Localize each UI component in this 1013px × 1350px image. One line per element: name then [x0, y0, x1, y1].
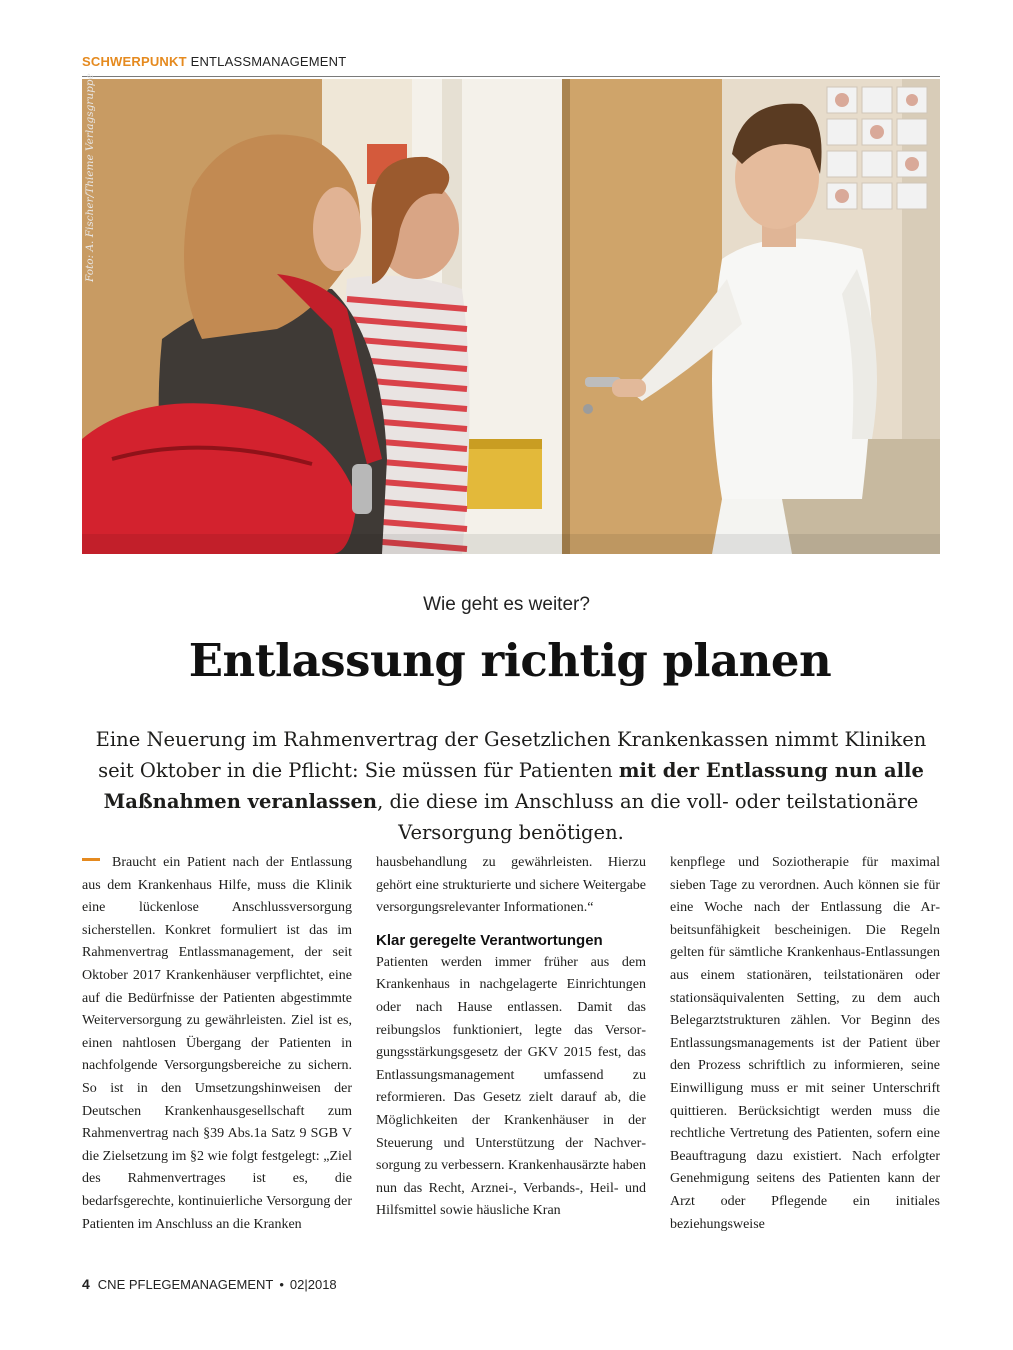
lead-text-end: , die diese im Anschluss an die voll- oder teilstationäre Versorgung benötigen. — [377, 790, 919, 844]
lead-emphasis: mit der Entlassung nun alle Maßnahmen veranlassen — [103, 759, 924, 813]
publication-name: CNE PFLEGEMANAGEMENT — [97, 1277, 274, 1292]
body-text: hausbehandlung zu gewährleisten. Hierzu gehört eine strukturierte und sichere Weitergabe versorgungsrelevanter Informationen.“ — [376, 855, 646, 916]
article-photo — [82, 79, 940, 554]
article-title: Entlassung richtig planen — [188, 634, 832, 687]
body-column-2 — [376, 852, 646, 1223]
issue-number: 02|2018 — [289, 1277, 337, 1292]
page-footer — [82, 1276, 337, 1292]
section-topic: ENTLASSMANAGEMENT — [190, 54, 347, 69]
photo-credit: Foto: A. Fischer/Thieme Verlagsgruppe — [84, 73, 96, 282]
body-column-1 — [82, 852, 352, 1236]
header-divider — [82, 76, 940, 77]
body-text: Patienten werden immer früher aus dem Krankenhaus in nachgelagerte Einrichtungen oder nach Hause entlassen. Damit das reibungslos funktioniert, legte das Versorgungsstärkungsgesetz der GKV 2015 fest, das Entlassungsmanagement umfassend zu reformieren. Das Gesetz zielt darauf ab, die Möglichkeiten der Krankenhäuser in der Steuerung und Unterstützung der Nachversorgung zu verbessern. Krankenhausärzte haben nun das Recht, Arznei-, Verbands-, Heil- und Hilfsmittel sowie häusliche Kran — [376, 954, 646, 1219]
body-column-3 — [670, 852, 940, 1236]
body-text: kenpflege und Soziotherapie für maximal sieben Tage zu verordnen. Auch können sie für eine Woche nach der Entlassung die Arbeitsunfähigkeit bescheinigen. Die Regeln gelten für sämtliche Krankenhaus-Entlassungen aus einem stationären, teilstationären oder stationsäquivalenten Setting, zu dem auch Belegarztstrukturen zählen. Vor Beginn des Entlassungsmanagements ist der Patient über den Prozess schriftlich zu informieren, seine Einwilligung muss er mit seiner Unterschrift quittieren. Berücksichtigt werden muss die rechtliche Vertretung des Patienten, sofern eine Beauftragung dazu existiert. Nach erfolgter Genehmigung seitens des Patienten kann der Arzt oder Pflegende ein initiales beziehungsweise — [670, 855, 940, 1232]
body-text: Braucht ein Patient nach der Entlassung aus dem Krankenhaus Hilfe, muss die Klinik eine lückenlose Anschlussversorgung sicherstellen. Konkret formuliert ist das im Rahmenvertrag Entlassmanagement, der seit Oktober 2017 Krankenhäuser verpflichtet, eine auf die Bedürfnisse der Patienten abgestimmte Weiterversorgung zu gewährleisten. Ziel ist es, einen nahtlosen Übergang der Patienten in nachfolgende Versorgungsbereiche zu sichern. So ist in den Umsetzungshinweisen der Deutschen Krankenhausgesellschaft zum Rahmenvertrag nach §39 Abs.1a Satz 9 SGB V die Zielsetzung im §2 wie folgt festgelegt: „Ziel des Rahmenvertrages ist es, die bedarfsgerechte, kontinuierliche Versorgung der Patienten im Anschluss an die Kranken — [82, 855, 352, 1232]
section-header — [82, 54, 346, 69]
section-label: SCHWERPUNKT — [82, 54, 187, 69]
separator-dot: • — [279, 1277, 284, 1292]
subheading: Klar geregelte Verantwortungen — [376, 931, 603, 949]
article-kicker: Wie geht es weiter? — [423, 594, 590, 615]
article-lead — [78, 724, 944, 848]
start-marker-dash — [82, 858, 100, 861]
lead-text: Eine Neuerung im Rahmenvertrag der Gesetzlichen Krankenkassen nimmt Kliniken seit Oktober in die Pflicht: Sie müssen für Patienten — [95, 728, 927, 782]
page-number: 4 — [82, 1276, 90, 1292]
